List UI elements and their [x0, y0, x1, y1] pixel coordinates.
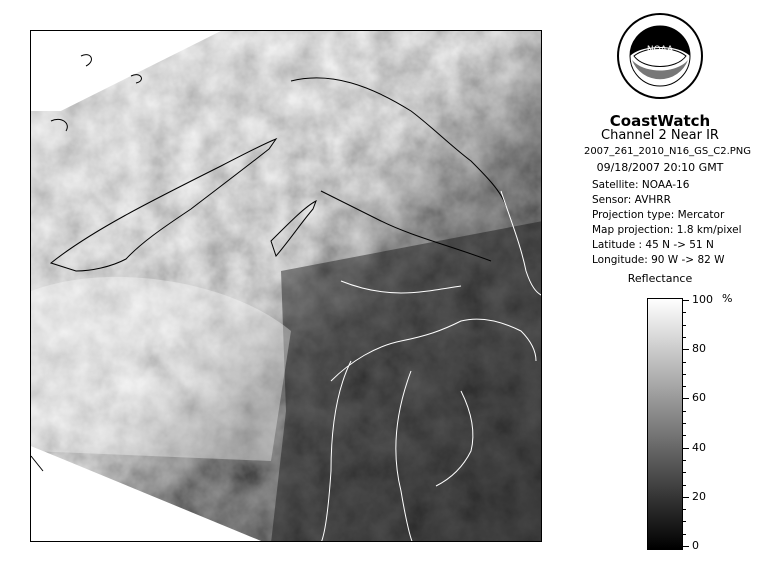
colorbar-tick-label: 60 [692, 391, 706, 405]
colorbar-minor-tick [683, 485, 686, 486]
noaa-logo-icon [616, 12, 704, 100]
map-projection-label: Map projection: 1.8 km/pixel [592, 224, 742, 236]
filename-label: 2007_261_2010_N16_GS_C2.PNG [583, 146, 752, 157]
colorbar-minor-tick [683, 374, 686, 375]
colorbar-minor-tick [683, 411, 686, 412]
product-title: CoastWatch [609, 112, 711, 130]
colorbar-minor-tick [683, 521, 686, 522]
legend-title: Reflectance [627, 272, 693, 285]
logo-center-text: NOAA [646, 45, 674, 55]
latitude-label: Latitude : 45 N -> 51 N [592, 239, 714, 251]
legend-unit: % [722, 292, 733, 305]
colorbar-minor-tick [683, 472, 686, 473]
colorbar-tick [683, 300, 689, 301]
reflectance-colorbar [647, 298, 683, 550]
colorbar-tick [683, 398, 689, 399]
colorbar-minor-tick [683, 509, 686, 510]
colorbar-minor-tick [683, 423, 686, 424]
colorbar-tick-label: 80 [692, 342, 706, 356]
satellite-map [30, 30, 542, 542]
colorbar-minor-tick [683, 534, 686, 535]
colorbar-tick-label: 40 [692, 440, 706, 454]
colorbar-tick-label: 20 [692, 489, 706, 503]
satellite-label: Satellite: NOAA-16 [592, 179, 690, 191]
channel-label: Channel 2 Near IR [601, 128, 719, 143]
colorbar-tick-label: 100 [692, 293, 713, 306]
colorbar-tick-label: 0 [692, 539, 699, 552]
colorbar-minor-tick [683, 337, 686, 338]
colorbar-tick [683, 448, 689, 449]
projection-type-label: Projection type: Mercator [592, 209, 725, 221]
sensor-label: Sensor: AVHRR [592, 194, 671, 206]
colorbar-minor-tick [683, 460, 686, 461]
colorbar-minor-tick [683, 386, 686, 387]
colorbar-tick [683, 546, 689, 547]
satellite-image [31, 31, 542, 542]
colorbar-minor-tick [683, 435, 686, 436]
colorbar-minor-tick [683, 312, 686, 313]
colorbar-minor-tick [683, 325, 686, 326]
colorbar-minor-tick [683, 362, 686, 363]
colorbar-tick [683, 497, 689, 498]
longitude-label: Longitude: 90 W -> 82 W [592, 254, 725, 266]
colorbar-tick [683, 349, 689, 350]
datetime-label: 09/18/2007 20:10 GMT [596, 161, 724, 174]
